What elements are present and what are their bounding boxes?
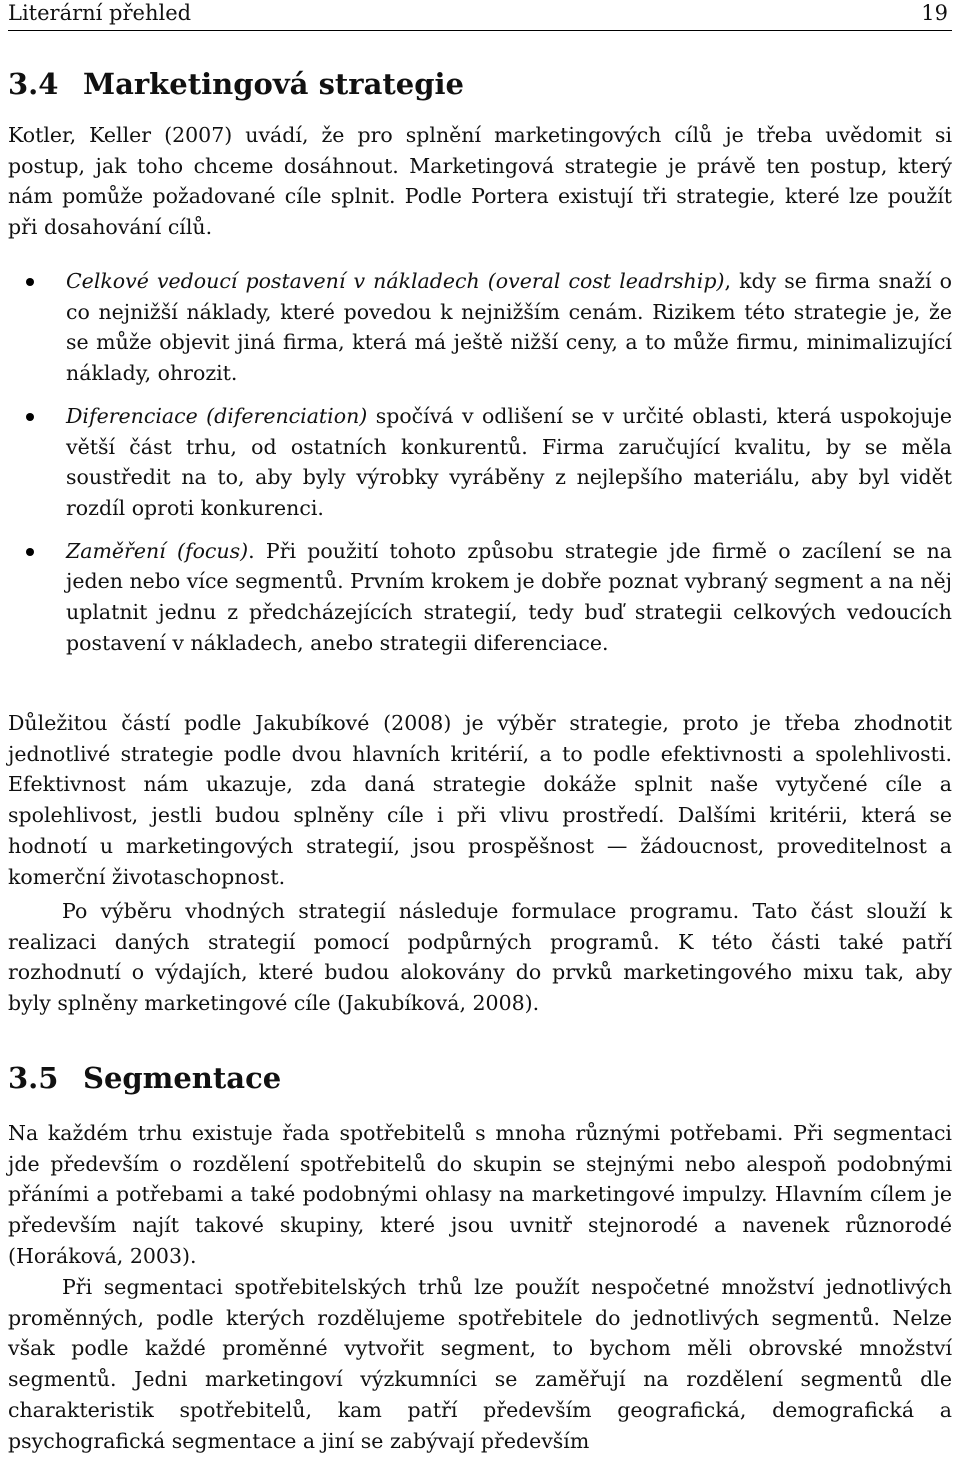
bullet-icon <box>26 548 34 556</box>
section-heading-3-5 <box>8 1060 281 1096</box>
paragraph-jakubikova: Důležitou částí podle Jakubíkové (2008) je výběr strategie, proto je třeba zhodnotit jednotlivé strategie podle dvou hlavních kritérií, a to podle efektivnosti a spolehlivosti. Efektivnost nám ukazuje, zda daná strategie dokáže splnit naše vytyčené cíle a spolehlivost, jestli budou splněny cíle i při vlivu prostředí. Dalšími kritérii, která se hodnotí u marketingových strategií, jsou prospěšnost — žádoucnost, proveditelnost a komerční životaschopnost. <box>8 711 952 889</box>
paragraph-intro: Kotler, Keller (2007) uvádí, že pro splnění marketingových cílů je třeba uvědomit si postup, jak toho chceme dosáhnout. Marketingová strategie je právě ten postup, který nám pomůže požadované cíle splnit. Podle Portera existují tři strategie, které lze použít při dosahování cílů. <box>8 123 952 240</box>
strategy-text: , kdy se firma snaží o co nejnižší náklady, které povedou k nejnižším cenám. Rizikem této strategie je, že se může objevit jiná firma, která má ještě nižší ceny, a to může firmu, minimalizující náklady, ohrozit. <box>66 269 952 386</box>
list-item <box>8 266 952 389</box>
strategy-list <box>8 266 952 670</box>
bullet-icon <box>26 413 34 421</box>
page-number: 19 <box>921 1 948 25</box>
section-title: Marketingová strategie <box>83 67 464 101</box>
strategy-term: Celkové vedoucí postavení v nákladech (overal cost leadrship) <box>66 269 725 293</box>
list-item <box>8 401 952 524</box>
list-item <box>8 536 952 659</box>
bullet-icon <box>26 278 34 286</box>
strategy-text: spočívá v odlišení se v určité oblasti, která uspokojuje větší část trhu, od ostatních konkurentů. Firma zaručující kvalitu, by se měla soustředit na to, aby byly výrobky vyráběny z nejlepšího materiálu, aby byl vidět rozdíl oproti konkurenci. <box>66 403 952 520</box>
section-number: 3.4 <box>8 67 59 101</box>
strategy-term: Diferenciace (diferenciation) <box>66 403 368 428</box>
section-number: 3.5 <box>8 1061 59 1095</box>
section-heading-3-4 <box>8 66 464 102</box>
section-title: Segmentace <box>83 1061 282 1095</box>
paragraph-program: Po výběru vhodných strategií následuje formulace programu. Tato část slouží k realizaci daných strategií pomocí podpůrných programů. K této části také patří rozhodnutí o výdajích, které budou alokovány do prvků marketingového mixu tak, aby byly splněny marketingové cíle (Jakubíková, 2008). <box>8 899 952 1016</box>
running-header <box>8 0 952 31</box>
strategy-text: . Při použití tohoto způsobu strategie jde firmě o zacílení se na jeden nebo více segmentů. Prvním krokem je dobře poznat vybraný segment a na něj uplatnit jednu z předcházejících strategií, tedy buď strategii celkových vedoucích postavení v nákladech, anebo strategii diferenciace. <box>66 538 953 655</box>
running-title: Literární přehled <box>8 1 192 25</box>
strategy-term: Zaměření (focus) <box>66 538 249 563</box>
paragraph-segmentace-1: Na každém trhu existuje řada spotřebitelů s mnoha různými potřebami. Při segmentaci jde především o rozdělení spotřebitelů do skupin se stejnými nebo alespoň podobnými přáními a potřebami a také podobnými ohlasy na marketingové impulzy. Hlavním cílem je především najít takové skupiny, které jsou uvnitř stejnorodé a navenek různorodé (Horáková, 2003). <box>8 1121 952 1268</box>
paragraph-segmentace-2: Při segmentaci spotřebitelských trhů lze použít nespočetné množství jednotlivých proměnných, podle kterých rozdělujeme spotřebitele do jednotlivých segmentů. Nelze však podle každé proměnné vytvořit segment, to bychom měli obrovské množství segmentů. Jedni marketingoví výzkumníci se zaměřují na rozdělení segmentů dle charakteristik spotřebitelů, kam patří především geografická, demografická a psychografická segmentace a jiní se zabývají především <box>8 1275 952 1453</box>
